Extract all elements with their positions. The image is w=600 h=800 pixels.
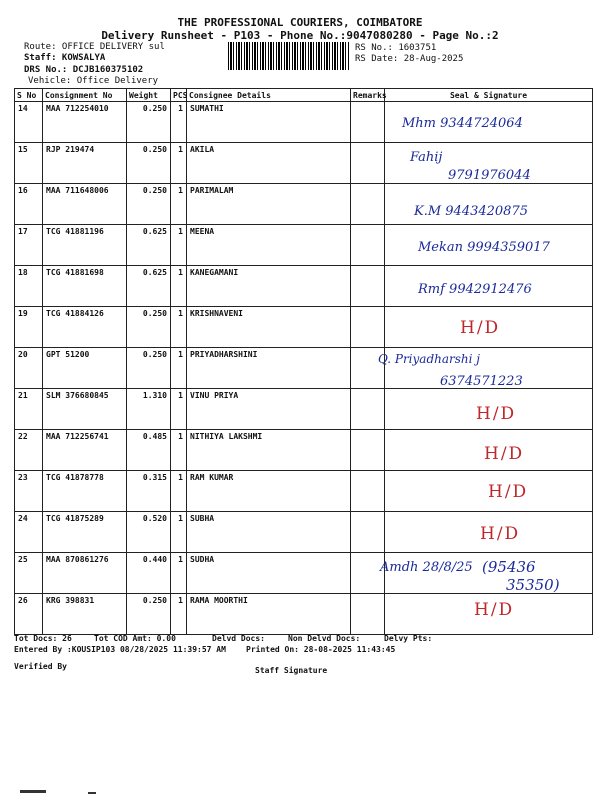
cell-consignee: PRIYADHARSHINI	[187, 348, 351, 389]
signature-20: Q. Priyadharshi j	[378, 352, 481, 366]
cell-pcs: 1	[171, 143, 187, 184]
cell-remarks	[351, 389, 385, 430]
cell-consignment: TCG 41881698	[43, 266, 127, 307]
cell-remarks	[351, 594, 385, 635]
col-consignment: Consignment No	[43, 89, 127, 102]
runsheet-subtitle: Delivery Runsheet - P103 - Phone No.:9047080280 - Page No.:2	[101, 29, 499, 42]
cell-consignment: RJP 219474	[43, 143, 127, 184]
cell-remarks	[351, 266, 385, 307]
verified-by: Verified By	[14, 662, 67, 671]
total-docs: Tot Docs: 26	[14, 634, 72, 643]
cell-consignment: TCG 41884126	[43, 307, 127, 348]
cell-pcs: 1	[171, 184, 187, 225]
cell-weight: 0.315	[127, 471, 171, 512]
cell-consignment: GPT 51200	[43, 348, 127, 389]
cell-sno: 18	[15, 266, 43, 307]
entered-by: Entered By :KOUSIP103 08/28/2025 11:39:57 AM	[14, 645, 226, 654]
cell-consignment: KRG 398831	[43, 594, 127, 635]
table-row	[15, 307, 593, 348]
cell-remarks	[351, 184, 385, 225]
hd-mark-21: H/D	[476, 404, 517, 424]
barcode	[228, 42, 350, 70]
cell-pcs: 1	[171, 512, 187, 553]
cell-remarks	[351, 307, 385, 348]
col-consignee: Consignee Details	[187, 89, 351, 102]
route-label: Route: OFFICE DELIVERY sul	[24, 42, 165, 52]
col-weight: Weight	[127, 89, 171, 102]
printed-on: Printed On: 28-08-2025 11:43:45	[246, 645, 396, 654]
cell-weight: 0.250	[127, 143, 171, 184]
signature-25-phone-a: (95436	[482, 558, 536, 576]
cell-consignee: MEENA	[187, 225, 351, 266]
cell-sno: 15	[15, 143, 43, 184]
cell-remarks	[351, 512, 385, 553]
cell-consignee: KRISHNAVENI	[187, 307, 351, 348]
drs-label: DRS No.: DCJB160375102	[24, 65, 144, 75]
cell-sno: 21	[15, 389, 43, 430]
vehicle-label: Vehicle: Office Delivery	[28, 76, 159, 86]
signature-15-phone: 9791976044	[448, 168, 531, 183]
hd-mark-24: H/D	[480, 524, 521, 544]
col-seal-signature: Seal & Signature	[385, 89, 593, 102]
table-header-row	[15, 89, 593, 102]
cell-sno: 23	[15, 471, 43, 512]
hd-mark-26: H/D	[474, 600, 515, 620]
cell-weight: 0.250	[127, 348, 171, 389]
cell-pcs: 1	[171, 471, 187, 512]
cell-pcs: 1	[171, 266, 187, 307]
cell-consignee: SUMATHI	[187, 102, 351, 143]
cell-weight: 0.625	[127, 225, 171, 266]
cell-consignment: TCG 41875289	[43, 512, 127, 553]
cell-consignee: NITHIYA LAKSHMI	[187, 430, 351, 471]
cell-consignee: KANEGAMANI	[187, 266, 351, 307]
cell-consignee: VINU PRIYA	[187, 389, 351, 430]
cell-consignment: MAA 711648006	[43, 184, 127, 225]
cell-remarks	[351, 225, 385, 266]
hd-mark-23: H/D	[488, 482, 529, 502]
cell-weight: 0.440	[127, 553, 171, 594]
cell-remarks	[351, 430, 385, 471]
delivery-points: Delvy Pts:	[384, 634, 433, 643]
cell-consignee: SUDHA	[187, 553, 351, 594]
signature-16: K.M 9443420875	[414, 204, 528, 219]
cell-consignment: TCG 41881196	[43, 225, 127, 266]
signature-25-phone-b: 35350)	[506, 576, 560, 594]
cell-remarks	[351, 143, 385, 184]
cell-consignee: RAM KUMAR	[187, 471, 351, 512]
col-pcs: PCS	[171, 89, 187, 102]
cell-pcs: 1	[171, 430, 187, 471]
cell-weight: 0.250	[127, 594, 171, 635]
total-cod: Tot COD Amt: 0.00	[94, 634, 176, 643]
signature-25: Amdh 28/8/25	[380, 560, 473, 575]
cell-pcs: 1	[171, 553, 187, 594]
signature-14: Mhm 9344724064	[402, 116, 523, 131]
cell-weight: 0.625	[127, 266, 171, 307]
scan-artifact	[20, 790, 46, 793]
company-title: THE PROFESSIONAL COURIERS, COIMBATORE	[177, 16, 423, 29]
scan-artifact	[88, 792, 96, 794]
col-sno: S No	[15, 89, 43, 102]
cell-weight: 1.310	[127, 389, 171, 430]
cell-weight: 0.250	[127, 184, 171, 225]
cell-consignment: SLM 376680845	[43, 389, 127, 430]
cell-sno: 26	[15, 594, 43, 635]
cell-sno: 14	[15, 102, 43, 143]
cell-sno: 19	[15, 307, 43, 348]
cell-weight: 0.250	[127, 307, 171, 348]
cell-sno: 20	[15, 348, 43, 389]
cell-pcs: 1	[171, 348, 187, 389]
cell-consignee: RAMA MOORTHI	[187, 594, 351, 635]
rs-number: RS No.: 1603751	[355, 43, 437, 53]
cell-consignee: AKILA	[187, 143, 351, 184]
cell-sno: 24	[15, 512, 43, 553]
cell-pcs: 1	[171, 307, 187, 348]
cell-weight: 0.250	[127, 102, 171, 143]
cell-sno: 16	[15, 184, 43, 225]
cell-remarks	[351, 102, 385, 143]
delivered-docs: Delvd Docs:	[212, 634, 265, 643]
cell-pcs: 1	[171, 225, 187, 266]
cell-weight: 0.520	[127, 512, 171, 553]
signature-20-phone: 6374571223	[440, 374, 523, 389]
hd-mark-22: H/D	[484, 444, 525, 464]
staff-label: Staff: KOWSALYA	[24, 53, 106, 63]
cell-pcs: 1	[171, 102, 187, 143]
signature-18: Rmf 9942912476	[418, 282, 532, 297]
signature-17: Mekan 9994359017	[418, 240, 550, 255]
cell-consignment: MAA 712254010	[43, 102, 127, 143]
hd-mark-19: H/D	[460, 318, 501, 338]
cell-remarks	[351, 471, 385, 512]
cell-consignment: TCG 41878778	[43, 471, 127, 512]
cell-consignment: MAA 712256741	[43, 430, 127, 471]
col-remarks: Remarks	[351, 89, 385, 102]
non-delivered-docs: Non Delvd Docs:	[288, 634, 361, 643]
cell-pcs: 1	[171, 594, 187, 635]
cell-consignment: MAA 870861276	[43, 553, 127, 594]
cell-pcs: 1	[171, 389, 187, 430]
cell-sno: 22	[15, 430, 43, 471]
cell-consignee: PARIMALAM	[187, 184, 351, 225]
rs-date: RS Date: 28-Aug-2025	[355, 54, 464, 64]
staff-signature: Staff Signature	[255, 666, 328, 675]
signature-15: Fahij	[410, 150, 443, 165]
cell-sno: 25	[15, 553, 43, 594]
cell-weight: 0.485	[127, 430, 171, 471]
cell-consignee: SUBHA	[187, 512, 351, 553]
cell-sno: 17	[15, 225, 43, 266]
